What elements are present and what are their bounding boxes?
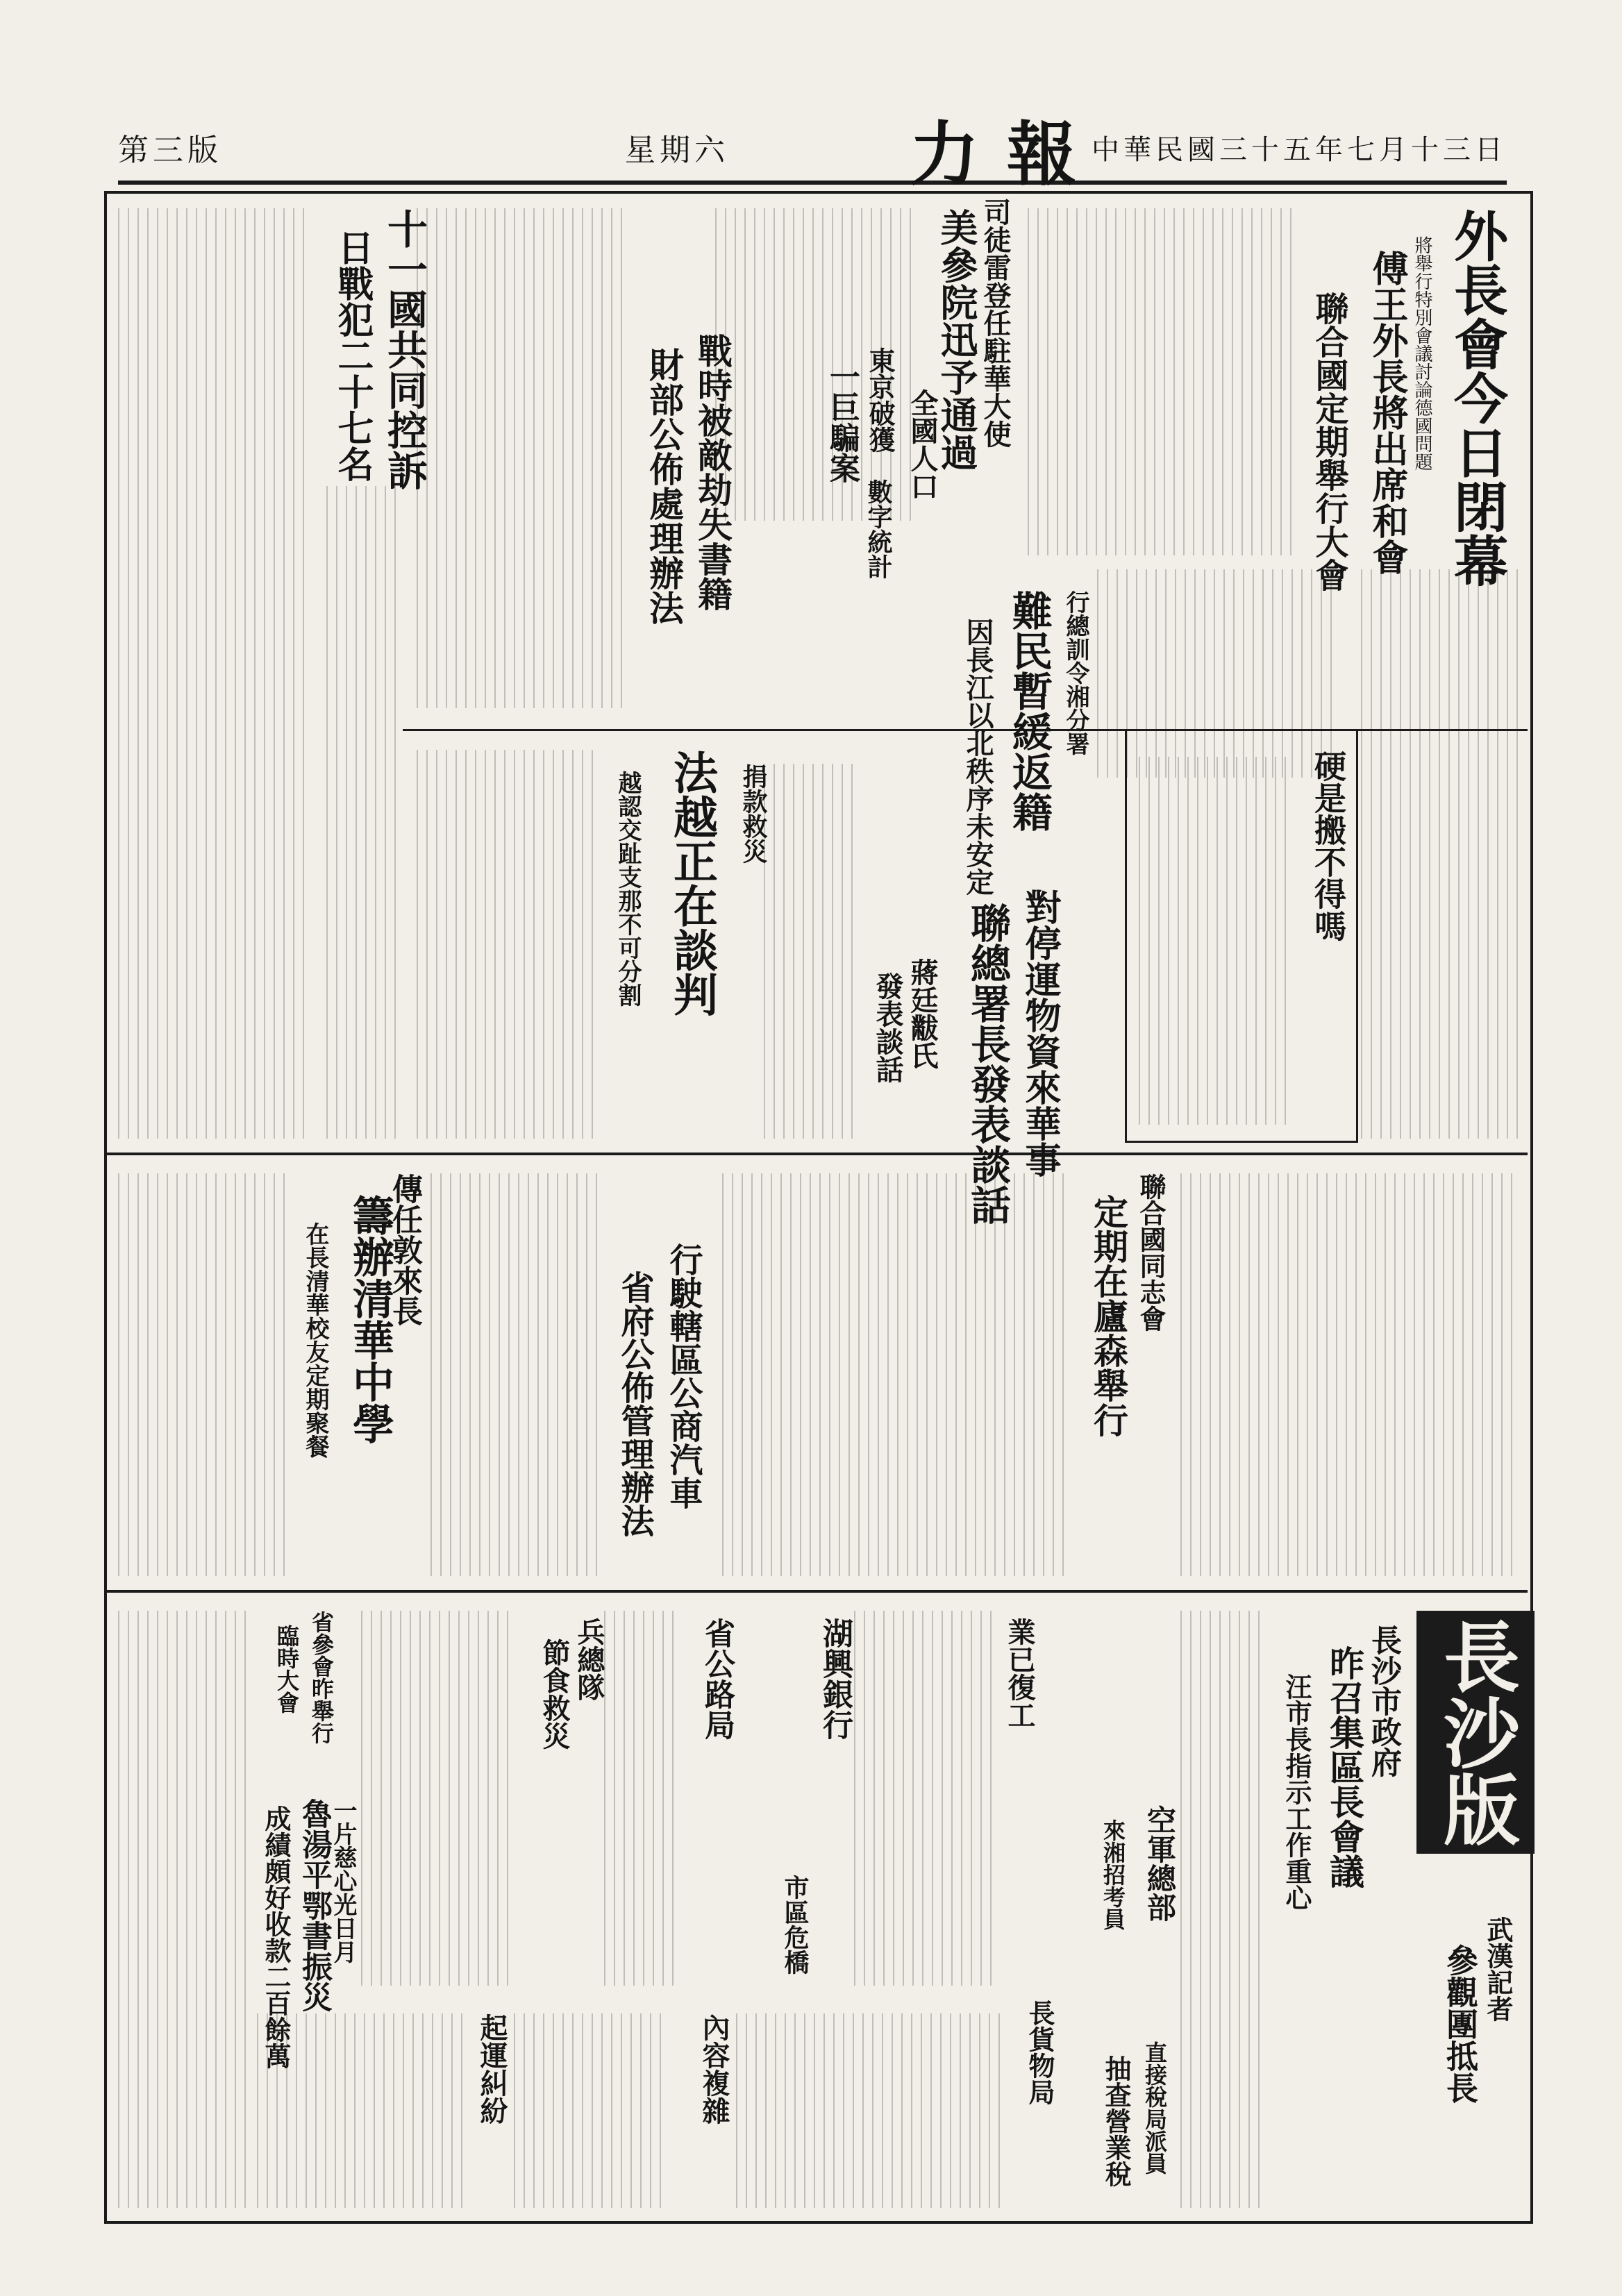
masthead — [118, 104, 1507, 195]
headline: 越認交趾支那不可分割 — [614, 771, 642, 1007]
article-body — [326, 486, 396, 1139]
article-body — [514, 2013, 667, 2208]
headline: 抽查營業稅 — [1101, 2055, 1132, 2187]
headline: 司徒雷登任駐華大使 — [979, 198, 1012, 448]
article-body — [854, 1611, 993, 1986]
headline: 行駛轄區公商汽車 — [664, 1243, 703, 1509]
headline: 蔣廷黻氏 — [906, 958, 939, 1069]
section-banner: 長沙版 — [1416, 1611, 1535, 1854]
headline: 日戰犯二十七名 — [331, 229, 374, 482]
lead-subhead: 聯合國定期舉行大會 — [1310, 292, 1348, 592]
headline: 發表談話 — [871, 972, 904, 1083]
headline: 長沙市政府 — [1366, 1625, 1401, 1777]
lead-kicker: 將舉行特別會議討論德國問題 — [1412, 236, 1432, 471]
headline: 法越正在談判 — [666, 750, 718, 1016]
article-body — [417, 208, 625, 708]
headline: 直接稅局派員 — [1142, 2041, 1168, 2175]
headline: 汪市長指示工作重心 — [1281, 1673, 1312, 1911]
headline: 美參院迅予通過 — [935, 208, 979, 471]
headline: 成績頗好收款二百餘萬 — [260, 1805, 292, 2069]
headline: 起運糾紛 — [476, 2013, 508, 2125]
headline: 東京破獲 — [864, 347, 896, 453]
headline: 定期在廬森舉行 — [1088, 1194, 1129, 1437]
headline: 省參會昨舉行 — [308, 1611, 335, 1744]
headline: 在長清華校友定期聚餐 — [301, 1222, 329, 1458]
headline: 一片慈心光日月 — [329, 1798, 357, 1963]
headline: 業已復工 — [1003, 1618, 1036, 1729]
article-body — [736, 2013, 1007, 2208]
headline: 戰時被敵劫失書籍 — [692, 333, 733, 611]
article-body — [118, 1611, 250, 2208]
headline: 對停運物資來華事 — [1019, 889, 1061, 1178]
headline: 省府公佈管理辦法 — [615, 1271, 654, 1537]
issue-date: 中華民國三十五年七月十三日 — [1092, 134, 1507, 166]
headline: 傳任敦來長 — [387, 1173, 422, 1326]
headline: 內容複雜 — [698, 2013, 730, 2125]
headline: 捐款救災 — [739, 764, 768, 864]
article-body — [118, 208, 312, 1139]
headline: 長貨物局 — [1024, 2000, 1055, 2105]
article-body — [430, 1173, 597, 1576]
headline: 數字統計 — [864, 479, 893, 579]
headline: 節食救災 — [538, 1639, 571, 1750]
headline: 臨時大會 — [274, 1625, 300, 1713]
section-rule — [104, 1590, 1528, 1593]
headline: 全國人口 — [906, 389, 939, 500]
headline: 行總訓令湘分署 — [1062, 590, 1089, 755]
article-body — [1361, 569, 1521, 1139]
article-body — [604, 1611, 680, 1986]
article-body — [1180, 1173, 1514, 1576]
headline: 魯湯平鄂書振災 — [296, 1798, 332, 2012]
headline: 聯合國同志會 — [1135, 1173, 1167, 1332]
headline: 空軍總部 — [1143, 1805, 1177, 1922]
lead-subhead: 傅王外長將出席和會 — [1366, 250, 1408, 575]
headline: 參觀團抵長 — [1441, 1944, 1479, 2104]
headline: 來湘招考員 — [1100, 1819, 1126, 1930]
page-number: 第三版 — [118, 133, 222, 168]
article-body — [1180, 1611, 1264, 2208]
headline: 籌辦清華中學 — [346, 1194, 394, 1444]
headline: 兵總隊 — [573, 1618, 605, 1701]
headline: 一巨騙案 — [824, 361, 860, 483]
weekday: 星期六 — [625, 133, 729, 168]
headline: 聯總署長發表談話 — [964, 903, 1011, 1225]
headline: 武漢記者 — [1482, 1916, 1514, 2022]
article-body — [361, 1611, 514, 1986]
section-rule — [104, 1153, 1528, 1155]
article-body — [257, 2013, 465, 2208]
article-body — [417, 750, 597, 1139]
editorial-title: 硬是搬不得嗎 — [1310, 750, 1347, 941]
article-body — [1028, 208, 1291, 555]
headline: 市區危橋 — [780, 1875, 810, 1975]
lead-headline: 外長會今日閉幕 — [1445, 208, 1508, 587]
headline: 十一國共同控訴 — [381, 208, 428, 490]
paper-title: 力報 — [910, 113, 1104, 195]
article-body — [722, 1173, 1069, 1576]
headline: 省公路局 — [699, 1618, 735, 1740]
article-body — [118, 1173, 285, 1576]
headline: 湖興銀行 — [817, 1618, 853, 1740]
article-body — [1139, 757, 1291, 1125]
headline: 財部公佈處理辦法 — [644, 347, 685, 625]
article-body — [764, 764, 861, 1139]
headline: 昨召集區長會議 — [1324, 1645, 1365, 1888]
headline: 因長江以北秩序未安定 — [962, 618, 994, 896]
headline: 難民暫緩返籍 — [1005, 590, 1053, 832]
